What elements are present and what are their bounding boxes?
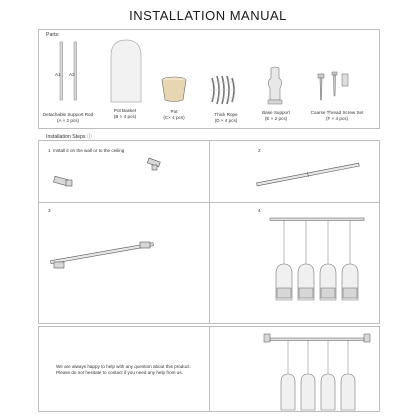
part-name: Pot <box>170 109 178 114</box>
step-3-number: 3 <box>48 208 51 213</box>
grid-divider-vertical <box>209 140 210 324</box>
part-qty: (A × 2 pcs) <box>56 117 80 123</box>
part-qty: (C× 4 pcs) <box>163 114 185 120</box>
step-2-number: 2 <box>258 148 261 153</box>
step-3-illustration <box>44 232 168 274</box>
step-1-illustration <box>44 156 170 196</box>
part-label-basket <box>100 108 150 119</box>
part-label-pot <box>150 109 198 120</box>
step-1-text: Install it on the wall or to the ceiling <box>53 148 125 153</box>
pot-illustration <box>160 76 188 104</box>
support-line-2: Please do not hesitate to contact if you need any help from us. <box>56 370 183 375</box>
rod-label-a1: A1 <box>55 72 61 77</box>
part-label-rope <box>204 112 248 123</box>
pot-basket-illustration <box>108 38 144 104</box>
base-support-illustration <box>262 66 288 108</box>
part-qty: (E × 2 pcs) <box>264 115 288 121</box>
rod-label-a2: A2 <box>69 72 75 77</box>
part-name: Detachable Support Rod <box>42 112 94 117</box>
support-line-1: We are always happy to help with any question about this product. <box>56 364 191 369</box>
step-2-illustration <box>252 160 364 190</box>
part-name: Pot Basket <box>113 108 137 113</box>
part-name: Base Support <box>262 110 290 115</box>
screw-set-illustration <box>314 70 354 106</box>
part-name: Coarse Thread Screw Set <box>310 110 364 115</box>
final-assembly-illustration <box>262 330 372 412</box>
step-4-illustration <box>262 212 372 312</box>
part-qty: (D × 4 pcs) <box>214 117 238 123</box>
step-4-number: 4 <box>258 208 261 213</box>
grid-divider-horizontal <box>38 202 380 203</box>
part-qty: (F × 4 pcs) <box>325 115 349 121</box>
parts-heading: Parts: <box>46 32 60 38</box>
panel-divider <box>209 326 210 412</box>
step-1-label <box>48 148 124 153</box>
part-label-rod <box>40 112 96 123</box>
part-name: Thick Rope <box>214 112 238 117</box>
page-title: INSTALLATION MANUAL <box>129 8 287 23</box>
steps-heading-text: Installation Steps <box>46 134 86 140</box>
part-label-screws <box>302 110 372 121</box>
part-label-base <box>254 110 298 121</box>
steps-heading: Installation Steps ⓘ <box>46 134 92 140</box>
part-qty: (B × 4 pcs) <box>113 113 137 119</box>
step-1-number: 1 <box>48 148 51 153</box>
thick-rope-illustration <box>206 72 242 108</box>
